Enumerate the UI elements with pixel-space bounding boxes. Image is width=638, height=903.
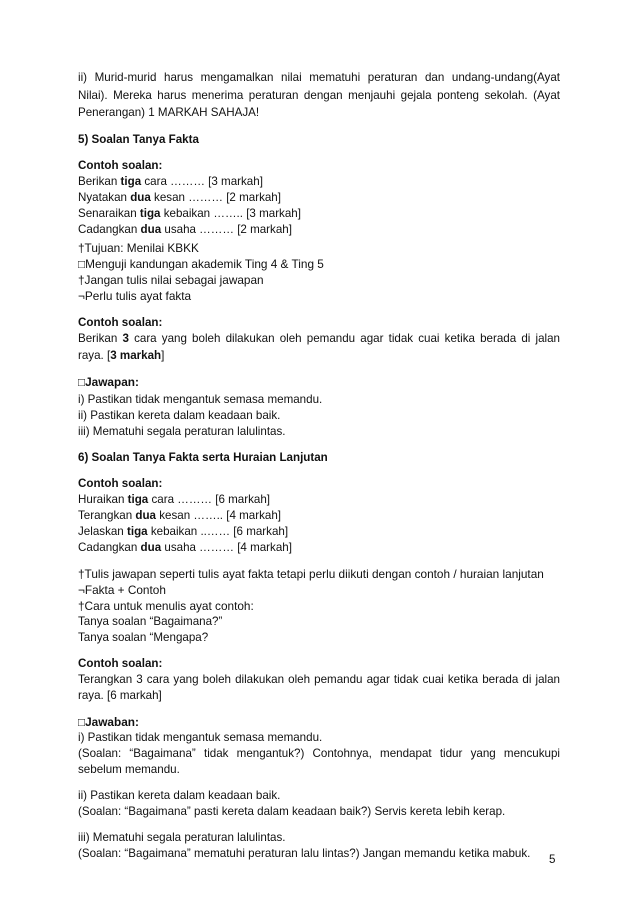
text-run: tiga — [127, 493, 149, 506]
text-line — [78, 715, 560, 729]
text-line — [78, 175, 560, 189]
text-run: cara ……… [3 markah] — [141, 175, 263, 188]
text-run: Berikan — [78, 175, 121, 188]
text-line — [78, 71, 560, 85]
text-line — [78, 599, 560, 613]
text-line — [78, 673, 560, 687]
text-line — [78, 106, 560, 120]
text-run: (Soalan: “Bagaimana” pasti kereta dalam keadaan baik?) Servis kereta lebih kerap. — [78, 805, 506, 818]
text-line — [78, 525, 560, 539]
text-line — [78, 273, 560, 287]
page-number: 5 — [549, 853, 556, 866]
text-run: iii) Mematuhi segala peraturan lalulintas. — [78, 831, 286, 844]
text-run: usaha ……… [4 markah] — [161, 541, 292, 554]
text-run: Cadangkan — [78, 223, 141, 236]
text-run: dua — [130, 191, 151, 204]
text-line — [78, 615, 560, 629]
text-line — [78, 583, 560, 597]
text-run: kesan ……… [2 markah] — [150, 191, 281, 204]
text-run: tiga — [126, 525, 148, 538]
text-line — [78, 332, 560, 346]
text-run: dua — [135, 509, 156, 522]
text-line — [78, 831, 560, 845]
text-run: ] — [161, 349, 165, 362]
text-line — [78, 541, 560, 555]
text-run: iii) Mematuhi segala peraturan lalulintas. — [78, 425, 286, 438]
text-run: Terangkan 3 cara yang boleh dilakukan oleh pemandu agar tidak cuai ketika berada di jalan — [78, 673, 560, 686]
text-run: kebaikan …….. [3 markah] — [160, 207, 301, 220]
text-run: □Jawaban: — [78, 715, 139, 729]
text-line — [78, 289, 560, 303]
text-line — [78, 425, 560, 439]
text-line — [78, 349, 560, 363]
text-run: Contoh soalan: — [78, 316, 163, 329]
text-run: 3 — [122, 332, 129, 345]
text-line — [78, 477, 560, 491]
text-line — [78, 805, 560, 819]
text-run: Tanya soalan “Mengapa? — [78, 631, 209, 644]
text-line — [78, 451, 560, 465]
text-run: †Jangan tulis nilai sebagai jawapan — [78, 273, 264, 287]
text-run: Nilai). Mereka harus menerima peraturan dengan menjauhi gejala ponteng sekolah. (Ayat — [78, 89, 560, 102]
text-run: kesan …….. [4 markah] — [156, 509, 282, 522]
text-run: dua — [140, 223, 162, 236]
text-run: usaha ……… [2 markah] — [161, 223, 292, 236]
text-run: kebaikan ..…… [6 markah] — [147, 525, 289, 538]
text-line — [78, 493, 560, 507]
text-run: †Tulis jawapan seperti tulis ayat fakta tetapi perlu diikuti dengan contoh / huraian lanjutan — [78, 567, 544, 581]
text-run: Jelaskan — [78, 525, 127, 538]
text-run: 3 markah — [110, 349, 162, 362]
text-run: (Soalan: “Bagaimana” mematuhi peraturan lalu lintas?) Jangan memandu ketika mabuk. — [78, 847, 531, 860]
text-run: Contoh soalan: — [78, 657, 163, 670]
text-run: cara ……… [6 markah] — [148, 493, 271, 506]
text-line — [78, 191, 560, 205]
text-run: Nyatakan — [78, 191, 131, 204]
text-run: ii) Pastikan kereta dalam keadaan baik. — [78, 409, 281, 422]
text-run: Contoh soalan: — [78, 159, 163, 172]
text-line — [78, 689, 560, 703]
text-run: (Soalan: “Bagaimana” tidak mengantuk?) Contohnya, mendapat tidur yang mencukupi — [78, 747, 560, 760]
text-line — [78, 763, 560, 777]
text-line — [78, 657, 560, 671]
text-run: cara yang boleh dilakukan oleh pemandu agar tidak cuai ketika berada di jalan — [128, 332, 561, 345]
text-run: Penerangan) 1 MARKAH SAHAJA! — [78, 106, 260, 119]
text-line — [78, 847, 560, 861]
text-line — [78, 257, 560, 271]
text-run: i) Pastikan tidak mengantuk semasa memandu. — [78, 393, 323, 406]
text-line — [78, 375, 560, 389]
text-run: Cadangkan — [78, 541, 141, 554]
text-line — [78, 207, 560, 221]
text-run: †Tujuan: Menilai KBKK — [78, 241, 199, 255]
text-run: dua — [140, 541, 162, 554]
text-run: □Menguji kandungan akademik Ting 4 & Ting 5 — [78, 257, 324, 271]
text-run: raya. [ — [78, 349, 111, 362]
text-run: Huraikan — [78, 493, 128, 506]
text-run: ii) Murid-murid harus mengamalkan nilai mematuhi peraturan dan undang-undang(Ayat — [78, 71, 560, 84]
text-run: Berikan — [78, 332, 123, 345]
text-run: ii) Pastikan kereta dalam keadaan baik. — [78, 789, 281, 802]
text-line — [78, 316, 560, 330]
text-line — [78, 731, 560, 745]
text-run: Contoh soalan: — [78, 477, 163, 490]
text-line — [78, 789, 560, 803]
text-run: raya. [6 markah] — [78, 689, 162, 702]
text-run: 5) Soalan Tanya Fakta — [78, 133, 199, 146]
text-run: ¬Perlu tulis ayat fakta — [78, 289, 192, 303]
text-run: Senaraikan — [78, 207, 140, 220]
text-run: □Jawapan: — [78, 375, 139, 389]
text-run: †Cara untuk menulis ayat contoh: — [78, 599, 254, 613]
text-line — [78, 223, 560, 237]
text-line — [78, 509, 560, 523]
text-line — [78, 747, 560, 761]
text-line — [78, 393, 560, 407]
text-line — [78, 631, 560, 645]
text-run: 6) Soalan Tanya Fakta serta Huraian Lanjutan — [78, 451, 328, 464]
text-line — [78, 159, 560, 173]
text-run: sebelum memandu. — [78, 763, 180, 776]
text-run: i) Pastikan tidak mengantuk semasa memandu. — [78, 731, 323, 744]
text-line — [78, 567, 560, 581]
text-line — [78, 409, 560, 423]
text-line — [78, 133, 560, 147]
text-line — [78, 241, 560, 255]
text-run: ¬Fakta + Contoh — [78, 583, 166, 597]
text-run: Tanya soalan “Bagaimana?” — [78, 615, 223, 628]
text-line — [78, 89, 560, 103]
text-run: tiga — [120, 175, 142, 188]
text-run: Terangkan — [78, 509, 136, 522]
text-run: tiga — [139, 207, 161, 220]
